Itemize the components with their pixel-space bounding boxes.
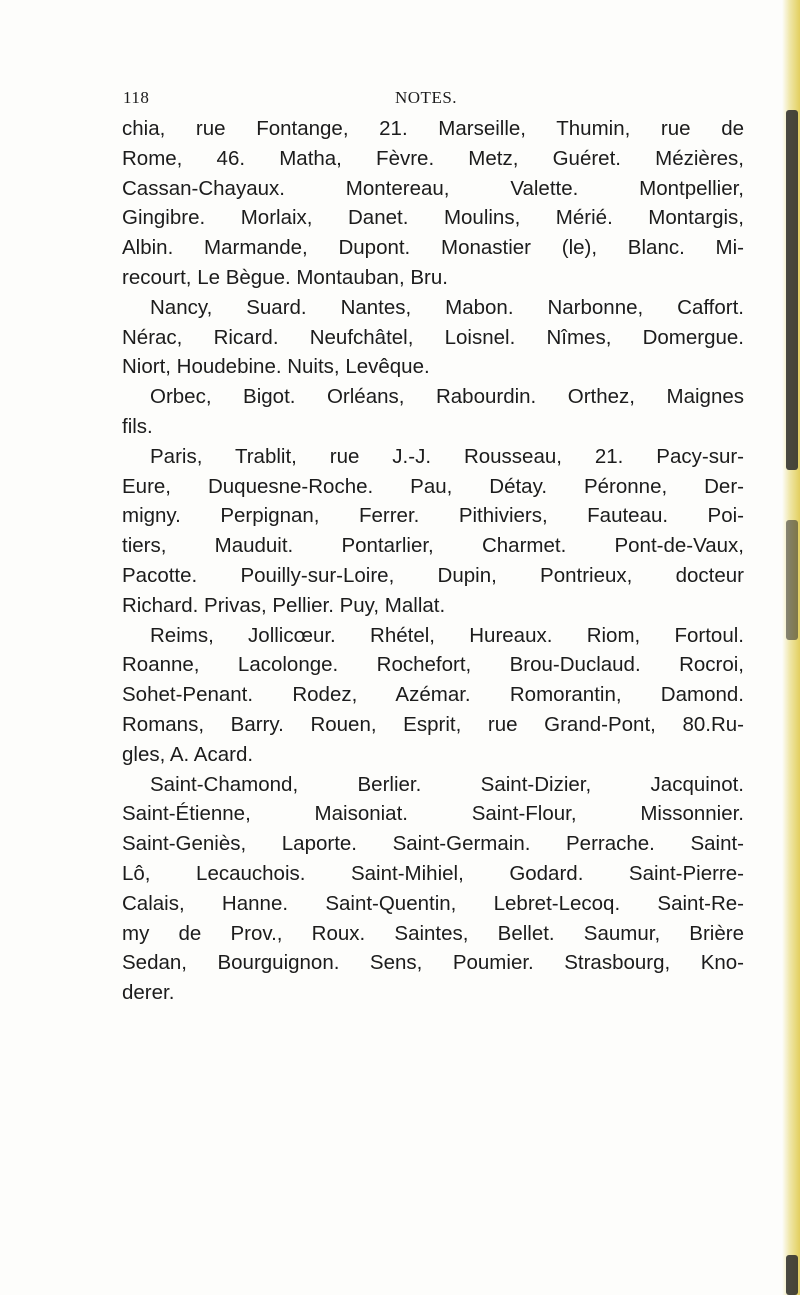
page-edge-mark (786, 520, 798, 640)
text-line: Nancy, Suard. Nantes, Mabon. Narbonne, Caffort. (150, 295, 744, 319)
text-line: Orbec, Bigot. Orléans, Rabourdin. Orthez, Maignes (150, 385, 744, 409)
text-line: Albin. Marmande, Dupont. Monastier (le), Blanc. Mi- (122, 236, 744, 260)
text-line: chia, rue Fontange, 21. Marseille, Thumin, rue de (122, 117, 744, 140)
page-edge-mark (786, 110, 798, 470)
text-line: Rome, 46. Matha, Fèvre. Metz, Guéret. Mézières, (122, 146, 744, 170)
notes-text (122, 114, 744, 1008)
text-line: Gingibre. Morlaix, Danet. Moulins, Mérié. Montargis, (122, 206, 744, 230)
text-line: recourt, Le Bègue. Montauban, Bru. (122, 265, 448, 289)
text-line: Saint-Geniès, Laporte. Saint-Germain. Perrache. Saint- (122, 832, 744, 856)
text-line: Roanne, Lacolonge. Rochefort, Brou-Duclaud. Rocroi, (122, 653, 744, 677)
text-line: Sedan, Bourguignon. Sens, Poumier. Strasbourg, Kno- (122, 951, 744, 975)
text-line: Romans, Barry. Rouen, Esprit, rue Grand-Pont, 80.Ru- (122, 712, 744, 736)
text-line: fils. (122, 414, 153, 438)
text-line: Saint-Étienne, Maisoniat. Saint-Flour, Missonnier. (122, 802, 744, 826)
text-line: Niort, Houdebine. Nuits, Levêque. (122, 355, 430, 379)
text-line: tiers, Mauduit. Pontarlier, Charmet. Pont-de-Vaux, (122, 534, 744, 558)
text-line: Sohet-Penant. Rodez, Azémar. Romorantin, Damond. (122, 683, 744, 707)
text-line: Cassan-Chayaux. Montereau, Valette. Montpellier, (122, 176, 744, 200)
text-line: gles, A. Acard. (122, 742, 254, 766)
text-line: Reims, Jollicœur. Rhétel, Hureaux. Riom, Fortoul. (150, 623, 744, 647)
text-line: my de Prov., Roux. Saintes, Bellet. Saumur, Brière (122, 921, 744, 945)
text-line: Eure, Duquesne-Roche. Pau, Détay. Péronne, Der- (122, 474, 744, 498)
text-line: Saint-Chamond, Berlier. Saint-Dizier, Jacquinot. (150, 772, 744, 796)
text-line: derer. (122, 981, 175, 1005)
text-line: Calais, Hanne. Saint-Quentin, Lebret-Lecoq. Saint-Re- (122, 891, 744, 915)
text-line: migny. Perpignan, Ferrer. Pithiviers, Fauteau. Poi- (122, 504, 744, 528)
running-head: NOTES. (395, 88, 458, 107)
page-edge-mark (786, 1255, 798, 1295)
page-edge-shadow (782, 0, 800, 1295)
page-number: 118 (123, 88, 150, 107)
text-line: Paris, Trablit, rue J.-J. Rousseau, 21. Pacy-sur- (150, 444, 744, 468)
text-line: Lô, Lecauchois. Saint-Mihiel, Godard. Saint-Pierre- (122, 861, 744, 885)
page-header (123, 88, 743, 112)
text-line: Pacotte. Pouilly-sur-Loire, Dupin, Pontrieux, docteur (122, 563, 744, 587)
text-line: Nérac, Ricard. Neufchâtel, Loisnel. Nîmes, Domergue. (122, 325, 744, 349)
text-line: Richard. Privas, Pellier. Puy, Mallat. (122, 593, 446, 617)
